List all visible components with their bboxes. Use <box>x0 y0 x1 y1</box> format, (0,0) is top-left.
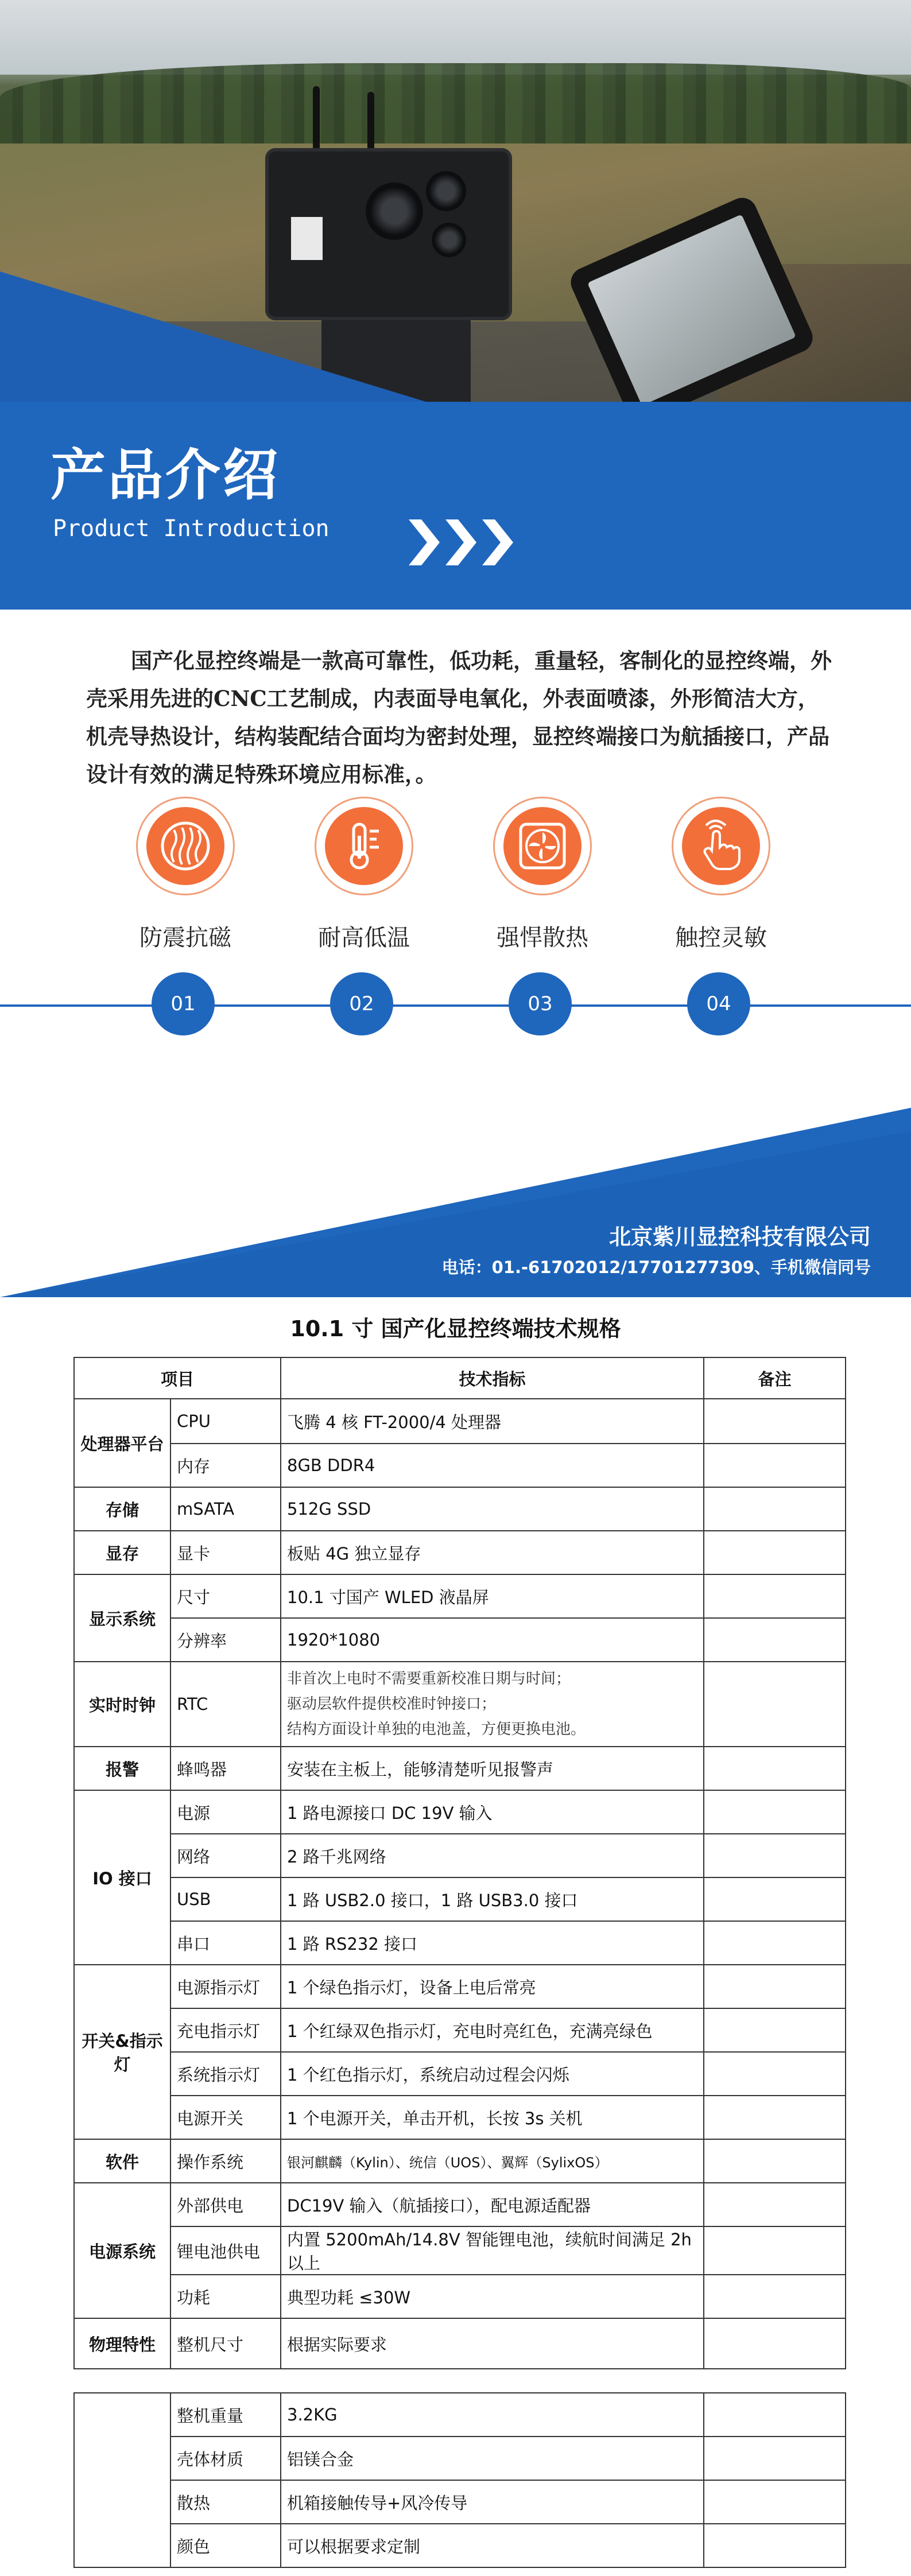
sub-item-cell: 串口 <box>170 1921 281 1965</box>
value-cell: 1 个绿色指示灯，设备上电后常亮 <box>281 1965 704 2008</box>
table-row <box>74 2052 846 2096</box>
note-cell <box>704 1531 846 1574</box>
category-cell: 处理器平台 <box>74 1399 170 1487</box>
category-cell: 报警 <box>74 1747 170 1790</box>
company-phone: 电话：01.-61702012/17701277309、手机微信同号 <box>441 1258 871 1277</box>
sub-item-cell: 锂电池供电 <box>170 2226 281 2275</box>
value-cell: 512G SSD <box>281 1487 704 1531</box>
antenna <box>313 86 320 155</box>
timeline-line <box>0 1004 911 1007</box>
step-number: 04 <box>687 972 750 1035</box>
spec-table-continued <box>73 2392 846 2568</box>
value-cell: 1 个红绿双色指示灯，充电时亮红色，充满亮绿色 <box>281 2008 704 2052</box>
table-row <box>74 1965 846 2008</box>
note-cell <box>704 2226 846 2275</box>
touch-hand-icon <box>693 818 749 874</box>
note-cell <box>704 1747 846 1790</box>
feature-cooling <box>491 797 594 952</box>
product-intro-text: 国产化显控终端是一款高可靠性，低功耗，重量轻，客制化的显控终端，外壳采用先进的CNC工艺制成，内表面导电氧化，外表面喷漆，外形简洁大方，机壳导热设计，结构装配结合面均为密封处理，显控终端接口为航插接口，产品设计有效的满足特殊环境应用标准，。 <box>86 648 832 787</box>
chevron-right-icon <box>409 519 440 565</box>
table-row <box>74 1531 846 1574</box>
note-cell <box>704 2275 846 2318</box>
note-cell <box>704 2008 846 2052</box>
value-cell <box>281 1662 704 1747</box>
sub-item-cell: 系统指示灯 <box>170 2052 281 2096</box>
note-cell <box>704 2139 846 2183</box>
rtc-line: 结构方面设计单独的电池盖，方便更换电池。 <box>287 1721 586 1738</box>
feature-label: 耐高低温 <box>318 925 410 951</box>
value-cell: 铝镁合金 <box>281 2437 704 2480</box>
hero-subtitle: Product Introduction <box>53 515 329 542</box>
value-cell: 飞腾 4 核 FT-2000/4 处理器 <box>281 1399 704 1444</box>
table-row <box>74 2008 846 2052</box>
value-cell: 3.2KG <box>281 2393 704 2437</box>
value-cell: 机箱接触传导+风冷传导 <box>281 2480 704 2524</box>
note-cell <box>704 2318 846 2369</box>
chevron-right-icon <box>482 519 513 565</box>
table-row <box>74 1444 846 1487</box>
category-cell <box>74 2393 170 2567</box>
category-cell: IO 接口 <box>74 1790 170 1965</box>
value-cell: 银河麒麟（Kylin）、统信（UOS）、翼辉（SylixOS） <box>281 2139 704 2183</box>
sub-item-cell: 颜色 <box>170 2524 281 2567</box>
table-row <box>74 2393 846 2437</box>
table-row <box>74 2524 846 2567</box>
note-cell <box>704 1834 846 1877</box>
table-row <box>74 1921 846 1965</box>
value-cell: 1 路电源接口 DC 19V 输入 <box>281 1790 704 1834</box>
rtc-line: 驱动层软件提供校准时钟接口； <box>287 1696 497 1713</box>
note-cell <box>704 1877 846 1921</box>
note-cell <box>704 1790 846 1834</box>
value-cell: 1920*1080 <box>281 1618 704 1662</box>
sub-item-cell: 显卡 <box>170 1531 281 1574</box>
category-cell: 电源系统 <box>74 2183 170 2318</box>
header-item: 项目 <box>74 1357 281 1399</box>
sub-item-cell: 电源指示灯 <box>170 1965 281 2008</box>
category-cell: 显示系统 <box>74 1574 170 1662</box>
note-cell <box>704 1487 846 1531</box>
table-row <box>74 2275 846 2318</box>
value-cell: 板贴 4G 独立显存 <box>281 1531 704 1574</box>
note-cell <box>704 1399 846 1444</box>
qr-label <box>291 217 323 260</box>
value-cell: 典型功耗 ≤30W <box>281 2275 704 2318</box>
header-note: 备注 <box>704 1357 846 1399</box>
sub-item-cell: 充电指示灯 <box>170 2008 281 2052</box>
table-row <box>74 1877 846 1921</box>
table-row <box>74 2183 846 2226</box>
sub-item-cell: 蜂鸣器 <box>170 1747 281 1790</box>
table-row <box>74 2318 846 2369</box>
table-row <box>74 2226 846 2275</box>
category-cell: 实时时钟 <box>74 1662 170 1747</box>
header-index: 技术指标 <box>281 1357 704 1399</box>
table-row <box>74 1662 846 1747</box>
value-cell: 1 个电源开关，单击开机，长按 3s 关机 <box>281 2096 704 2139</box>
sub-item-cell: CPU <box>170 1399 281 1444</box>
chevron-right-icon <box>445 519 476 565</box>
value-cell: 1 路 RS232 接口 <box>281 1921 704 1965</box>
hero-title: 产品介绍 <box>51 443 280 507</box>
camera-lens <box>366 183 423 240</box>
category-cell: 软件 <box>74 2139 170 2183</box>
sub-item-cell: USB <box>170 1877 281 1921</box>
tree-line <box>0 63 911 149</box>
note-cell <box>704 2480 846 2524</box>
table-row <box>74 1834 846 1877</box>
feature-label: 触控灵敏 <box>675 925 767 951</box>
step-number: 02 <box>330 972 393 1035</box>
table-row <box>74 2139 846 2183</box>
category-cell: 存储 <box>74 1487 170 1531</box>
company-name: 北京紫川显控科技有限公司 <box>608 1224 871 1250</box>
note-cell <box>704 1965 846 2008</box>
fan-icon <box>515 818 570 874</box>
sub-item-cell: 散热 <box>170 2480 281 2524</box>
note-cell <box>704 1444 846 1487</box>
thermometer-icon <box>336 818 391 874</box>
camera-lens <box>426 171 466 211</box>
category-cell: 显存 <box>74 1531 170 1574</box>
table-row <box>74 1399 846 1444</box>
note-cell <box>704 1574 846 1618</box>
feature-label: 强悍散热 <box>497 925 588 951</box>
feature-temperature <box>312 797 416 952</box>
note-cell <box>704 2437 846 2480</box>
value-cell: 可以根据要求定制 <box>281 2524 704 2567</box>
note-cell <box>704 2052 846 2096</box>
sub-item-cell: 尺寸 <box>170 1574 281 1618</box>
note-cell <box>704 2524 846 2567</box>
sub-item-cell: 内存 <box>170 1444 281 1487</box>
sub-item-cell: 电源 <box>170 1790 281 1834</box>
table-row <box>74 2096 846 2139</box>
sub-item-cell: 分辨率 <box>170 1618 281 1662</box>
sub-item-cell: 电源开关 <box>170 2096 281 2139</box>
value-cell: 10.1 寸国产 WLED 液晶屏 <box>281 1574 704 1618</box>
sub-item-cell: RTC <box>170 1662 281 1747</box>
sub-item-cell: mSATA <box>170 1487 281 1531</box>
step-number: 03 <box>509 972 572 1035</box>
note-cell <box>704 2393 846 2437</box>
note-cell <box>704 1662 846 1747</box>
feature-label: 防震抗磁 <box>139 925 231 951</box>
sub-item-cell: 整机尺寸 <box>170 2318 281 2369</box>
camera-device <box>265 148 512 320</box>
note-cell <box>704 1618 846 1662</box>
table-row <box>74 2480 846 2524</box>
camera-lens <box>432 223 466 257</box>
sub-item-cell: 壳体材质 <box>170 2437 281 2480</box>
sub-item-cell: 网络 <box>170 1834 281 1877</box>
value-cell: 8GB DDR4 <box>281 1444 704 1487</box>
table-row <box>74 1574 846 1618</box>
value-cell: 2 路千兆网络 <box>281 1834 704 1877</box>
sub-item-cell: 整机重量 <box>170 2393 281 2437</box>
table-row <box>74 1747 846 1790</box>
table-row <box>74 1790 846 1834</box>
hero-banner <box>0 0 911 610</box>
sub-item-cell: 功耗 <box>170 2275 281 2318</box>
step-number: 01 <box>152 972 215 1035</box>
value-cell: 1 个红色指示灯，系统启动过程会闪烁 <box>281 2052 704 2096</box>
feature-shockproof <box>134 797 237 952</box>
table-header-row <box>74 1357 846 1399</box>
feature-touch <box>669 797 773 952</box>
spec-title: 10.1 寸 国产化显控终端技术规格 <box>290 1316 621 1341</box>
rtc-line: 非首次上电时不需要重新校准日期与时间； <box>287 1670 571 1687</box>
table-row <box>74 1618 846 1662</box>
note-cell <box>704 2096 846 2139</box>
shockproof-icon <box>158 818 213 874</box>
value-cell: 安装在主板上，能够清楚听见报警声 <box>281 1747 704 1790</box>
chevrons-decoration <box>409 519 513 565</box>
spec-table <box>73 1357 846 2369</box>
note-cell <box>704 2183 846 2226</box>
value-cell: 内置 5200mAh/14.8V 智能锂电池，续航时间满足 2h 以上 <box>281 2226 704 2275</box>
value-cell: DC19V 输入（航插接口），配电源适配器 <box>281 2183 704 2226</box>
value-cell: 根据实际要求 <box>281 2318 704 2369</box>
table-row <box>74 1487 846 1531</box>
table-row <box>74 2437 846 2480</box>
category-cell: 物理特性 <box>74 2318 170 2369</box>
sub-item-cell: 操作系统 <box>170 2139 281 2183</box>
note-cell <box>704 1921 846 1965</box>
value-cell: 1 路 USB2.0 接口，1 路 USB3.0 接口 <box>281 1877 704 1921</box>
category-cell: 开关&指示灯 <box>74 1965 170 2139</box>
sub-item-cell: 外部供电 <box>170 2183 281 2226</box>
